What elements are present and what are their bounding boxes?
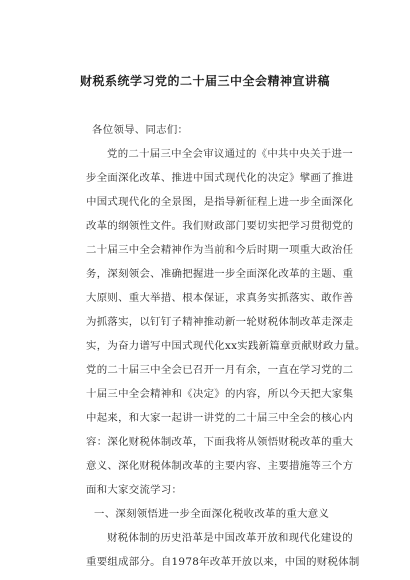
document-title: 财税系统学习党的二十届三中全会精神宣讲稿 (79, 74, 330, 88)
section-heading: 一、深刻领悟进一步全面深化税收改革的重大意义 (94, 508, 330, 520)
body-line: 十届三中全会精神和《决定》的内容，所以今天把大家集 (86, 388, 354, 400)
body-line: 意义、深化财税体制改革的主要内容、主要措施等三个方 (86, 460, 354, 472)
body-line: 容：深化财税体制改革，下面我将从领悟财税改革的重大 (86, 436, 354, 448)
body-line: 大原则、重大举措、根本保证，求真务实抓落实、敢作善 (86, 292, 354, 304)
body-line: 为抓落实，以钉钉子精神推动新一轮财税体制改革走深走 (86, 316, 354, 328)
body-line: 改革的纲领性文件。我们财政部门要切实把学习贯彻党的 (86, 220, 354, 232)
body-line: 党的二十届三中全会审议通过的《中共中央关于进一 (107, 148, 353, 160)
body-line: 面和大家交流学习： (86, 484, 183, 496)
salutation-line: 各位领导、同志们： (92, 124, 189, 136)
body-line: 重要组成部分。自1978年改革开放以来，中国的财税体制 (86, 556, 360, 568)
document-body (86, 118, 366, 574)
body-line: 二十届三中全会精神作为当前和今后时期一项重大政治任 (86, 244, 354, 256)
body-line: 实，为奋力谱写中国式现代化xx实践新篇章贡献财政力量。 (86, 340, 366, 352)
body-line: 务，深刻领会、准确把握进一步全面深化改革的主题、重 (86, 268, 354, 280)
body-line: 财税体制的历史沿革是中国改革开放和现代化建设的 (107, 532, 353, 544)
body-line: 中起来，和大家一起讲一讲党的二十届三中全会的核心内 (86, 412, 354, 424)
body-line: 步全面深化改革、推进中国式现代化的决定》擘画了推进 (86, 172, 354, 184)
body-line: 党的二十届三中全会已召开一月有余，一直在学习党的二 (86, 364, 354, 376)
body-line: 中国式现代化的全景图，是指导新征程上进一步全面深化 (86, 196, 354, 208)
